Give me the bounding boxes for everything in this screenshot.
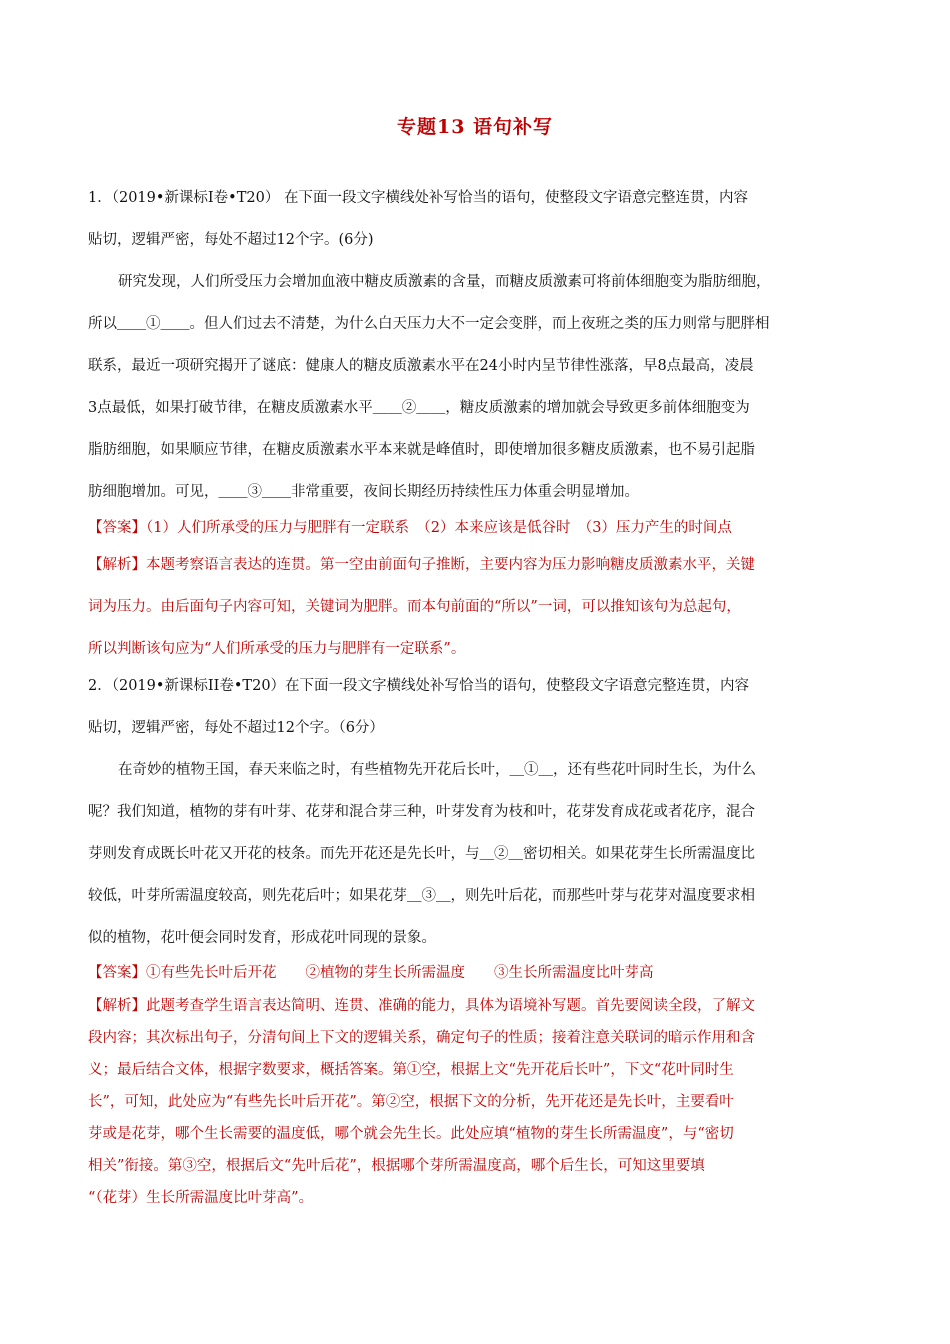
q1-line-5: 联系，最近一项研究揭开了谜底：健康人的糖皮质激素水平在24小时内呈节律性涨落，早8点最高，凌晨 — [88, 358, 754, 374]
q2-line-7: 似的植物，花叶便会同时发育，形成花叶同现的景象。 — [88, 930, 436, 946]
q2-analysis-7: “（花芽）生长所需温度比叶芽高”。 — [88, 1190, 314, 1206]
q1-line-4: 所以＿＿①＿＿。但人们过去不清楚，为什么白天压力大不一定会变胖，而上夜班之类的压力则常与肥胖相 — [88, 316, 770, 332]
q2-analysis-3: 义；最后结合文体，根据字数要求，概括答案。第①空，根据上文“先开花后长叶”，下文“花叶同时生 — [88, 1062, 734, 1078]
q1-line-3: 研究发现，人们所受压力会增加血液中糖皮质激素的含量，而糖皮质激素可将前体细胞变为脂肪细胞， — [118, 274, 771, 290]
q1-analysis-2: 词为压力。由后面句子内容可知，关键词为肥胖。而本句前面的“所以”一词，可以推知该句为总起句， — [88, 599, 741, 615]
q1-line-6: 3点最低，如果打破节律，在糖皮质激素水平＿＿②＿＿，糖皮质激素的增加就会导致更多前体细胞变为 — [88, 400, 750, 416]
q2-line-5: 芽则发育成既长叶花又开花的枝条。而先开花还是先长叶，与＿②＿密切相关。如果花芽生长所需温度比 — [88, 846, 755, 862]
page-title: 专题13 语句补写 — [396, 116, 554, 138]
q2-analysis-6: 相关”衔接。第③空，根据后文“先叶后花”，根据哪个芽所需温度高，哪个后生长，可知这里要填 — [88, 1158, 705, 1174]
q2-line-3: 在奇妙的植物王国，春天来临之时，有些植物先开花后长叶，＿①＿，还有些花叶同时生长，为什么 — [118, 762, 756, 778]
q1-line-8: 肪细胞增加。可见，＿＿③＿＿非常重要，夜间长期经历持续性压力体重会明显增加。 — [88, 484, 639, 500]
q2-analysis-1: 【解析】此题考查学生语言表达简明、连贯、准确的能力，具体为语境补写题。首先要阅读全段，了解文 — [88, 998, 755, 1014]
q2-answer: 【答案】①有些先长叶后开花 ②植物的芽生长所需温度 ③生长所需温度比叶芽高 — [88, 965, 654, 981]
q1-analysis-1: 【解析】本题考察语言表达的连贯。第一空由前面句子推断，主要内容为压力影响糖皮质激素水平，关键 — [88, 557, 755, 573]
q1-answer: 【答案】（1）人们所承受的压力与肥胖有一定联系 （2）本来应该是低谷时 （3）压力产生的时间点 — [88, 520, 732, 536]
q2-analysis-5: 芽或是花芽，哪个生长需要的温度低，哪个就会先生长。此处应填“植物的芽生长所需温度”，与“密切 — [88, 1126, 734, 1142]
q2-line-2: 贴切，逻辑严密，每处不超过12个字。（6分） — [88, 720, 384, 736]
q2-line-6: 较低，叶芽所需温度较高，则先花后叶；如果花芽＿③＿，则先叶后花，而那些叶芽与花芽对温度要求相 — [88, 888, 755, 904]
q1-line-2: 贴切，逻辑严密，每处不超过12个字。(6分) — [88, 232, 374, 248]
q2-line-1: 2．（2019•新课标II卷•T20）在下面一段文字横线处补写恰当的语句，使整段文字语意完整连贯，内容 — [88, 678, 750, 694]
q1-line-7: 脂肪细胞，如果顺应节律，在糖皮质激素水平本来就是峰值时，即使增加很多糖皮质激素，也不易引起脂 — [88, 442, 755, 458]
q1-analysis-3: 所以判断该句应为“人们所承受的压力与肥胖有一定联系”。 — [88, 641, 466, 657]
q2-line-4: 呢？我们知道，植物的芽有叶芽、花芽和混合芽三种，叶芽发育为枝和叶，花芽发育成花或者花序，混合 — [88, 804, 755, 820]
q2-analysis-4: 长”，可知，此处应为“有些先长叶后开花”。第②空，根据下文的分析，先开花还是先长叶，主要看叶 — [88, 1094, 734, 1110]
q1-line-1: 1．（2019•新课标I卷•T20） 在下面一段文字横线处补写恰当的语句，使整段文字语意完整连贯，内容 — [88, 190, 748, 206]
q2-analysis-2: 段内容；其次标出句子，分清句间上下文的逻辑关系，确定句子的性质；接着注意关联词的暗示作用和含 — [88, 1030, 755, 1046]
